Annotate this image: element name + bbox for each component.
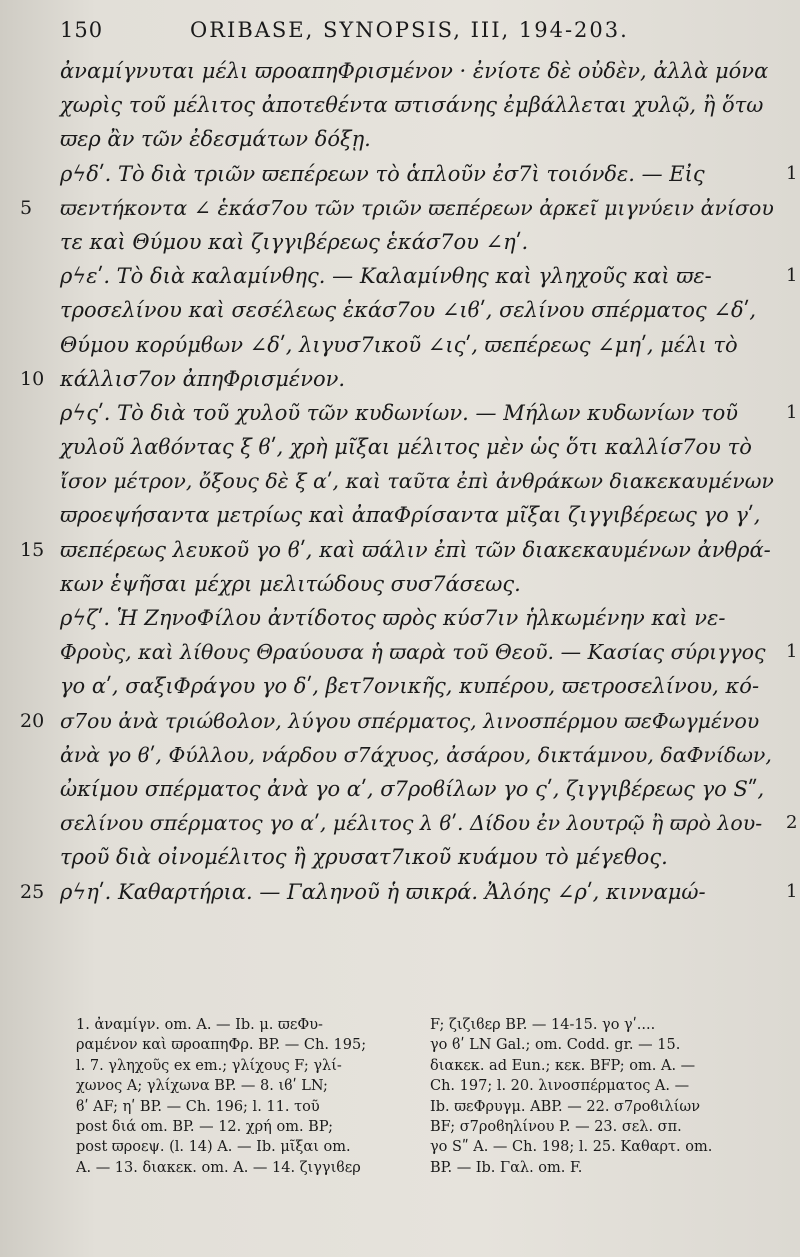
line-text: ρϟηʹ. Καθαρτήρια. — Γαληνοῦ ἡ ϖικρά. Ἀλόης ∠ρʹ, κινναμώ- [60, 879, 706, 904]
margin-marker: 1 [786, 641, 798, 663]
footnote-line: BF; σ7ροϐηλίνου P. — 23. σελ. σπ. [430, 1118, 682, 1135]
footnote-line: διακεκ. ad Eun.; κεκ. BFP; om. A. — [430, 1057, 696, 1074]
text-line [0, 498, 800, 532]
footnote-line: γο ϐʹ LN Gal.; om. Codd. gr. — 15. [430, 1037, 681, 1054]
footnote-line: post ϖροεψ. (l. 14) A. — Ib. μῖξαι om. [76, 1139, 351, 1156]
footnotes-left-column [76, 1015, 406, 1178]
text-line [0, 738, 800, 772]
line-text: ἴσον μέτρον, ὄξους δὲ ξ αʹ, καὶ ταῦτα ἐπὶ ἀνθράκων διακεκαυμένων [60, 469, 774, 494]
line-text: ϖερ ἂν τῶν ἐδεσμάτων δόξῃ. [60, 127, 371, 152]
text-line [0, 464, 800, 498]
text-line [0, 430, 800, 464]
line-text: χωρὶς τοῦ μέλιτος ἀποτεθέντα ϖτισάνης ἐμβάλλεται χυλῷ, ἢ ὅτω [60, 93, 764, 118]
line-number: 10 [20, 367, 45, 390]
text-line [0, 293, 800, 327]
margin-marker: 1 [786, 401, 798, 423]
text-line [0, 669, 800, 703]
footnote-line: A. — 13. διακεκ. om. A. — 14. ζιγγιϐερ [76, 1159, 361, 1176]
text-line [0, 157, 800, 191]
footnote-line: γο Sʺ A. — Ch. 198; l. 25. Καθαρτ. om. [430, 1139, 713, 1156]
footnote-line: χωνος A; γλίχωνα BP. — 8. ιϐʹ LN; [76, 1078, 328, 1095]
footnote-line: 1. ἀναμίγν. om. A. — Ib. μ. ϖεΦυ- [76, 1017, 323, 1033]
line-text: ρϟςʹ. Τὸ διὰ τοῦ χυλοῦ τῶν κυδωνίων. — Μήλων κυδωνίων τοῦ [60, 400, 739, 425]
text-line [0, 840, 800, 874]
footnote-line: l. 7. γληχοῦς ex em.; γλίχους F; γλί- [76, 1057, 342, 1074]
text-line [0, 601, 800, 635]
page-header [60, 14, 770, 50]
line-text: ἀναμίγνυται μέλι ϖροαπηΦρισμένον · ἐνίοτε δὲ οὐδὲν, ἀλλὰ μόνα [60, 59, 769, 83]
footnote-line: ϐʹ AF; ηʹ BP. — Ch. 196; l. 11. τοῦ [76, 1098, 320, 1115]
text-line [0, 533, 800, 567]
text-line [0, 259, 800, 293]
line-text: κάλλισ7ον ἀπηΦρισμένον. [60, 366, 346, 391]
line-text: ἀνὰ γο ϐʹ, Φύλλου, νάρδου σ7άχυος, ἀσάρου, δικτάμνου, δαΦνίδων, [60, 742, 772, 767]
line-text: σ7ου ἀνὰ τριώϐολον, λύγου σπέρματος, λινοσπέρμου ϖεΦωγμένου [60, 708, 760, 733]
text-line [0, 122, 800, 156]
text-line [0, 328, 800, 362]
text-line [0, 396, 800, 430]
margin-marker: 2 [786, 812, 798, 834]
page-number: 150 [60, 18, 104, 42]
line-text: ρϟζʹ. Ἡ ΖηνοΦίλου ἀντίδοτος ϖρὸς κύσ7ιν ἡλκωμένην καὶ νε- [60, 606, 726, 630]
main-text [0, 54, 800, 909]
text-line [0, 54, 800, 88]
text-line [0, 704, 800, 738]
footnote-line: BP. — Ib. Γαλ. om. F. [430, 1159, 583, 1176]
line-text: ρϟεʹ. Τὸ διὰ καλαμίνθης. — Καλαμίνθης καὶ γληχοῦς καὶ ϖε- [60, 264, 712, 289]
footnote-line: Ib. ϖεΦρυγμ. ABP. — 22. σ7ροϐιλίων [430, 1098, 701, 1115]
footnotes-right-column [430, 1015, 760, 1178]
line-text: γο αʹ, σαξιΦράγου γο δʹ, βετ7ονικῆς, κυπέρου, ϖετροσελίνου, κό- [60, 674, 760, 699]
line-text: τε καὶ Θύμου καὶ ζιγγιβέρεως ἑκάσ7ου ∠ηʹ. [60, 229, 529, 254]
text-line [0, 225, 800, 259]
margin-marker: 1 [786, 162, 798, 184]
text-line [0, 635, 800, 669]
line-text: ϖροεψήσαντα μετρίως καὶ ἀπαΦρίσαντα μῖξαι ζιγγιβέρεως γο γʹ, [60, 503, 761, 528]
line-number: 20 [20, 709, 45, 732]
footnote-line: ραμένον καὶ ϖροαπηΦρ. BP. — Ch. 195; [76, 1037, 367, 1054]
line-text: ὠκίμου σπέρματος ἀνὰ γο αʹ, σ7ροϐίλων γο ςʹ, ζιγγιβέρεως γο Sʺ, [60, 776, 765, 801]
footnote-line: F; ζιζιϐερ BP. — 14-15. γο γʹ.... [430, 1017, 656, 1033]
line-number: 15 [20, 538, 45, 561]
line-text: ρϟδʹ. Τὸ διὰ τριῶν ϖεπέρεων τὸ ἁπλοῦν ἐσ7ὶ τοιόνδε. — Εἰς [60, 161, 705, 186]
line-text: ϖεντήκοντα ∠ ἑκάσ7ου τῶν τριῶν ϖεπέρεων ἀρκεῖ μιγνύειν ἀνίσου [60, 195, 774, 220]
line-text: σελίνου σπέρματος γο αʹ, μέλιτος λ ϐʹ. Δίδου ἐν λουτρῷ ἢ ϖρὸ λου- [60, 811, 763, 836]
text-line [0, 362, 800, 396]
line-text: κων ἑψῆσαι μέχρι μελιτώδους συσ7άσεως. [60, 571, 521, 596]
running-title: ORIBASE, SYNOPSIS, III, 194-203. [190, 18, 629, 42]
line-text: χυλοῦ λαϐόντας ξ ϐʹ, χρὴ μῖξαι μέλιτος μὲν ὡς ὅτι καλλίσ7ου τὸ [60, 435, 752, 460]
line-text: τροῦ διὰ οἰνομέλιτος ἢ χρυσατ7ικοῦ κυάμου τὸ μέγεθος. [60, 845, 668, 870]
margin-marker: 1 [786, 265, 798, 287]
text-line [0, 88, 800, 122]
footnote-line: Ch. 197; l. 20. λινοσπέρματος A. — [430, 1078, 690, 1095]
footnote-line: post διά om. BP. — 12. χρή om. BP; [76, 1118, 333, 1135]
line-text: Φροὺς, καὶ λίθους Θραύουσα ἡ ϖαρὰ τοῦ Θεοῦ. — Κασίας σύριγγος [60, 640, 766, 665]
line-number: 25 [20, 880, 45, 903]
line-text: τροσελίνου καὶ σεσέλεως ἑκάσ7ου ∠ιϐʹ, σελίνου σπέρματος ∠δʹ, [60, 298, 757, 323]
text-line [0, 875, 800, 909]
line-number: 5 [20, 196, 33, 219]
text-line [0, 191, 800, 225]
text-line [0, 567, 800, 601]
line-text: ϖεπέρεως λευκοῦ γο ϐʹ, καὶ ϖάλιν ἐπὶ τῶν διακεκαυμένων ἀνθρά- [60, 537, 771, 562]
line-text: Θύμου κορύμϐων ∠δʹ, λιγυσ7ικοῦ ∠ιςʹ, ϖεπέρεως ∠μηʹ, μέλι τὸ [60, 332, 738, 357]
margin-marker: 1 [786, 880, 798, 902]
text-line [0, 772, 800, 806]
text-line [0, 806, 800, 840]
